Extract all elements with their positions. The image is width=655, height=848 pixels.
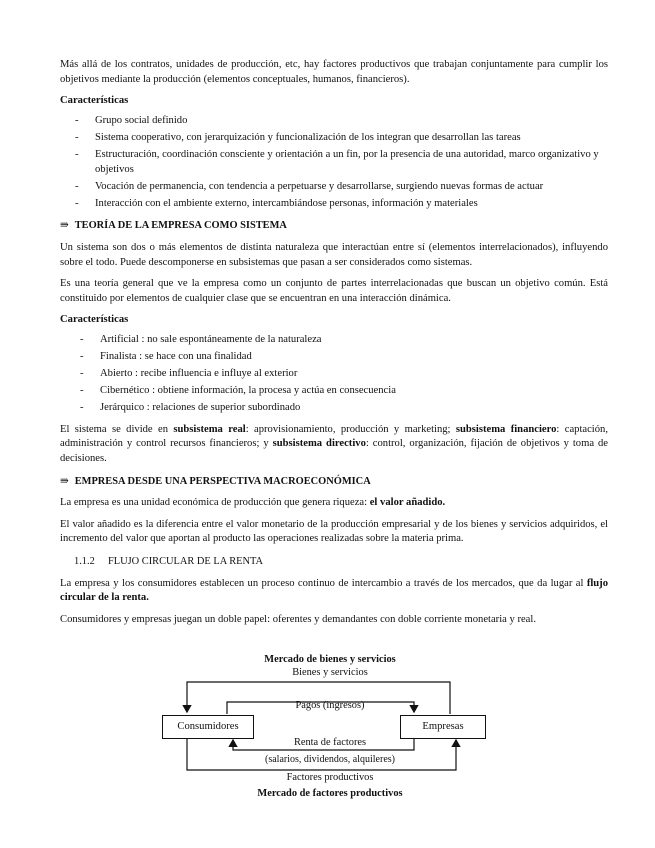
goods-label: Bienes y servicios xyxy=(292,667,368,678)
sistema-paragraph-1: Un sistema son dos o más elementos de distinta naturaleza que interactúan entre sí (elementos interrelacionados), influyendo sobre el todo. Puede descomponerse en subsistemas que pasan a ser considerados como sistemas. xyxy=(60,241,608,268)
consumers-box: Consumidores xyxy=(162,715,254,739)
subsection-title-flujo: 1.1.2 FLUJO CIRCULAR DE LA RENTA xyxy=(74,556,264,568)
factors-label: Factores productivos xyxy=(286,772,374,783)
characteristics-list xyxy=(60,114,608,212)
firms-box: Empresas xyxy=(400,715,486,739)
sistema-paragraph-3: El sistema se divide en subsistema real: aprovisionamiento, producción y marketing; subsistema financiero: captación, administración y control recursos financieros; y subsistema directivo: control, organización, fijación de objetivos y toma de decisiones. xyxy=(60,423,608,465)
list-item: - Grupo social definido xyxy=(75,114,188,126)
flujo-paragraph-2: Consumidores y empresas juegan un doble papel: oferentes y demandantes con doble corriente monetaria y real. xyxy=(60,613,536,625)
document-page xyxy=(60,58,608,634)
list-item: - Abierto : recibe influencia e influye al exterior xyxy=(80,368,298,380)
list-item: - Jerárquico : relaciones de superior subordinado xyxy=(80,402,301,414)
payments-label: Pagos (ingresos) xyxy=(295,700,365,711)
goods-market-title: Mercado de bienes y servicios xyxy=(264,654,396,665)
circular-flow-diagram xyxy=(160,650,500,810)
double-arrow-icon: ⇛ xyxy=(60,475,69,487)
list-item: - Finalista : se hace con una finalidad xyxy=(80,351,252,362)
factors-market-title: Mercado de factores productivos xyxy=(257,788,403,799)
section-title-macro: ⇛ EMPRESA DESDE UNA PERSPECTIVA MACROECONÓMICA xyxy=(60,475,608,490)
section-title-sistema: ⇛ TEORÍA DE LA EMPRESA COMO SISTEMA xyxy=(60,219,608,234)
intro-paragraph: Más allá de los contratos, unidades de producción, etc, hay factores productivos que trabajan conjuntamente para cumplir los objetivos mediante la producción (elementos conceptuales, humanos, financieros). xyxy=(60,59,608,85)
list-item: - Interacción con el ambiente externo, intercambiándose personas, información y materiales xyxy=(75,197,478,209)
sistema-characteristics-list xyxy=(60,333,608,416)
income-detail-label: (salarios, dividendos, alquileres) xyxy=(265,754,395,765)
list-item: - Estructuración, coordinación consciente y orientación a un fin, por la presencia de una autoridad, marco organizativo y objetivos xyxy=(75,148,599,175)
sistema-paragraph-2: Es una teoría general que ve la empresa como un conjunto de partes interrelacionadas que buscan un objetivo común. Está constituido por elementos de cualquier clase que se encuentran en una interacción dinámica. xyxy=(60,278,608,304)
sistema-characteristics-heading: Características xyxy=(60,314,129,326)
characteristics-heading: Características xyxy=(60,95,129,107)
flujo-paragraph-1: La empresa y los consumidores establecen un proceso continuo de intercambio a través de los mercados, que da lugar al flujo circular de la renta. xyxy=(60,577,608,604)
macro-paragraph-1: La empresa es una unidad económica de producción que genera riqueza: el valor añadido. xyxy=(60,497,446,509)
list-item: - Sistema cooperativo, con jerarquización y funcionalización de los integran que desarrollan las tareas xyxy=(75,131,521,143)
double-arrow-icon: ⇛ xyxy=(60,220,69,232)
list-item: - Cibernético : obtiene información, la procesa y actúa en consecuencia xyxy=(80,385,396,397)
income-label: Renta de factores xyxy=(293,737,367,748)
macro-paragraph-2: El valor añadido es la diferencia entre el valor monetario de la producción empresarial y de los bienes y servicios adquiridos, el incremento del valor que aportan al producto las operaciones realizadas sobre la materia prima. xyxy=(60,518,608,545)
list-item: - Vocación de permanencia, con tendencia a perpetuarse y desarrollarse, surgiendo nuevas formas de actuar xyxy=(75,180,544,192)
list-item: - Artificial : no sale espontáneamente de la naturaleza xyxy=(80,333,322,345)
